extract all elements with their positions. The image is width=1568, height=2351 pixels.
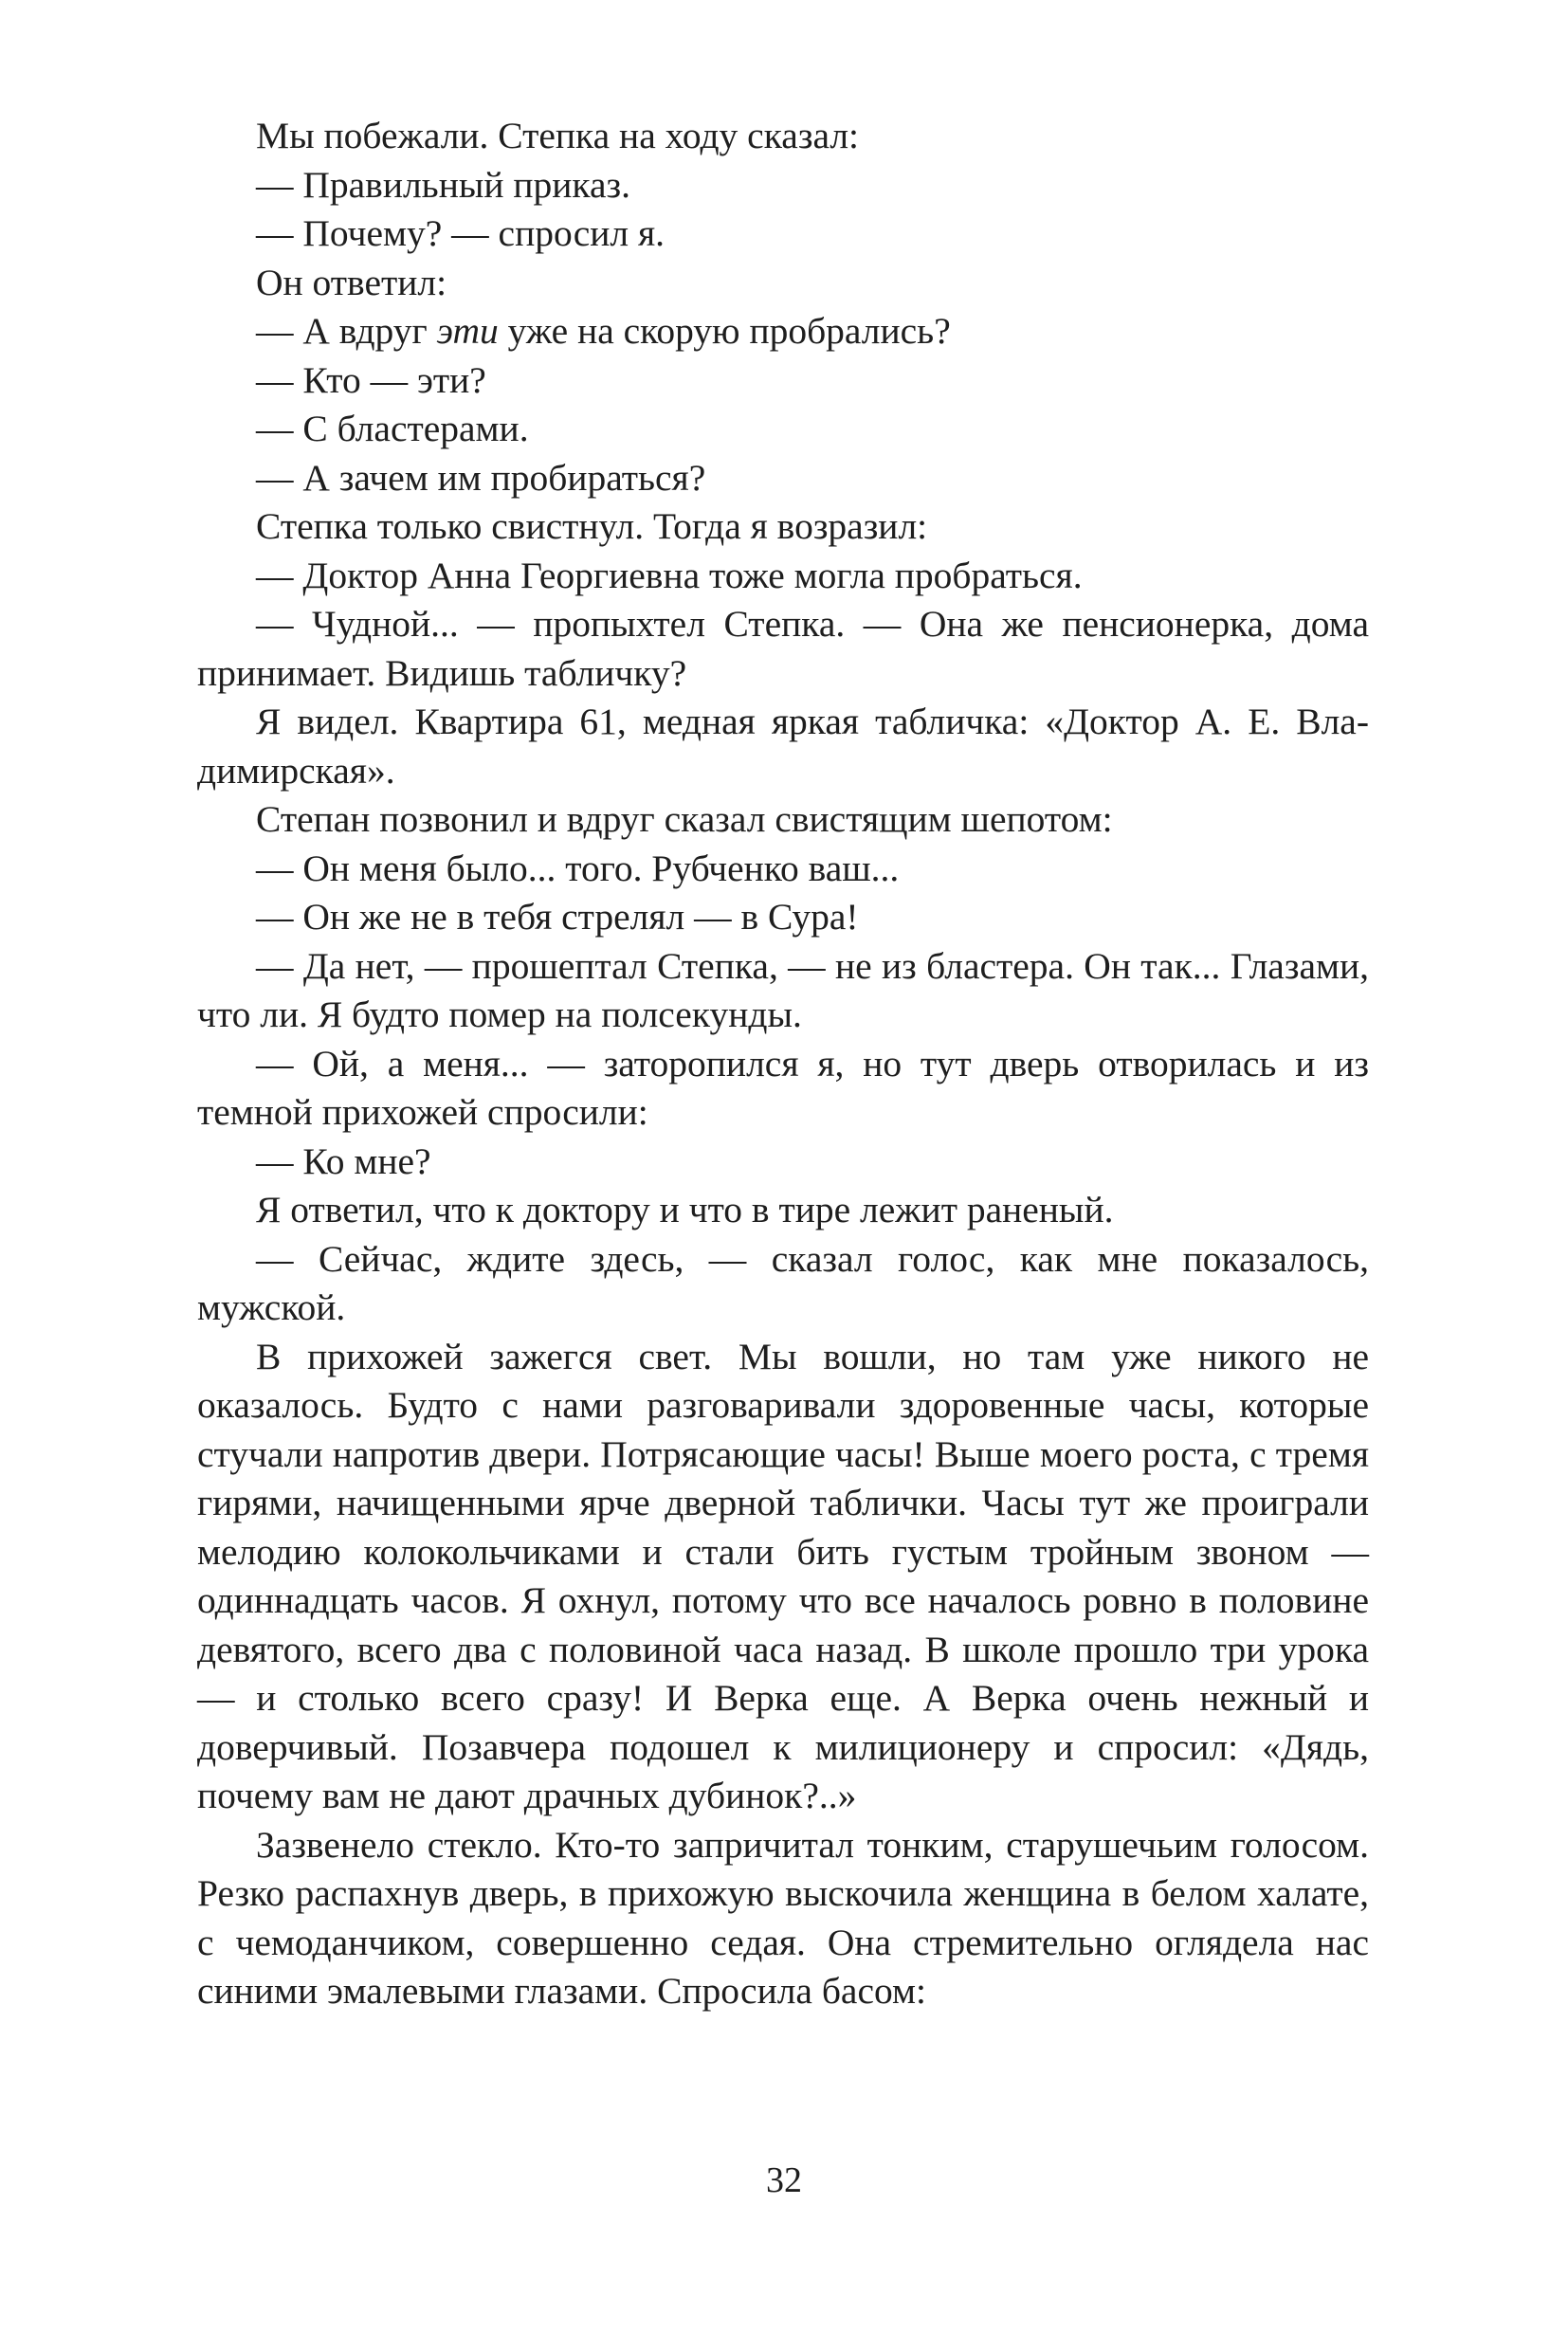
paragraph: В прихожей зажегся свет. Мы вошли, но там уже никого не оказалось. Будто с нами разговаривали здоровенные часы, которые стучали напротив двери. Потрясающие часы! Выше моего роста, с тремя гирями, начищенными ярче дверной таблички. Часы тут же проиграли мелодию колокольчиками и стали бить густым тройным звоном — одиннадцать часов. Я охнул, потому что все началось ровно в половине девятого, всего два с половиной часа назад. В школе прошло три урока — и столько всего сразу! И Верка еще. А Верка очень нежный и доверчивый. Позавчера подошел к милиционеру и спросил: «Дядь, почему вам не дают драчных дубинок?..» [197, 1335, 1369, 1816]
paragraph: — Он же не в тебя стрелял — в Сура! [256, 896, 859, 938]
paragraph: Я ответил, что к доктору и что в тире лежит раненый. [256, 1189, 1114, 1230]
emphasized-word: эти [436, 310, 499, 352]
paragraph: Степка только свистнул. Тогда я возразил: [256, 505, 928, 547]
body-text [197, 112, 1369, 2016]
paragraph: — Почему? — спросил я. [256, 212, 665, 254]
paragraph: — Ой, а меня... — заторопился я, но тут дверь отворилась и из темной прихожей спросили: [197, 1042, 1369, 1133]
paragraph: — Да нет, — прошептал Степка, — не из бластера. Он так... Глазами, что ли. Я будто помер на полсекунды. [197, 944, 1369, 1035]
paragraph: — Чудной... — пропыхтел Степка. — Она же пенсионерка, дома принимает. Видишь табличку? [197, 603, 1369, 694]
paragraph: Зазвенело стекло. Кто-то запричитал тонким, старушечьим голосом. Резко распахнув дверь, в прихожую выскочила женщина в белом халате, с чемоданчиком, совершенно седая. Она стремительно оглядела нас синими эмалевыми глазами. Спросила басом: [197, 1823, 1369, 2012]
paragraph [197, 307, 1369, 356]
paragraph: — С бластерами. [256, 408, 529, 449]
paragraph: — Кто — эти? [256, 358, 486, 401]
paragraph: Мы побежали. Степка на ходу сказал: [256, 115, 860, 156]
paragraph: — Доктор Анна Георгиевна тоже могла пробраться. [256, 554, 1083, 596]
paragraph: Я видел. Квартира 61, медная яркая табличка: «Доктор А. Е. Владимирская». [197, 701, 1369, 792]
paragraph: — Ко мне? [256, 1139, 431, 1182]
paragraph-text: — А вдруг [256, 310, 437, 352]
paragraph: — Сейчас, ждите здесь, — сказал голос, как мне показалось, мужской. [197, 1237, 1369, 1328]
paragraph: Степан позвонил и вдруг сказал свистящим шепотом: [256, 798, 1113, 840]
paragraph-text: уже на скорую пробрались? [498, 310, 951, 352]
paragraph: Он ответил: [256, 261, 447, 303]
paragraph: — А зачем им пробираться? [256, 456, 706, 499]
page-number: 32 [766, 2160, 802, 2200]
paragraph: — Он меня было... того. Рубченко ваш... [256, 847, 900, 889]
paragraph: — Правильный приказ. [256, 163, 631, 206]
